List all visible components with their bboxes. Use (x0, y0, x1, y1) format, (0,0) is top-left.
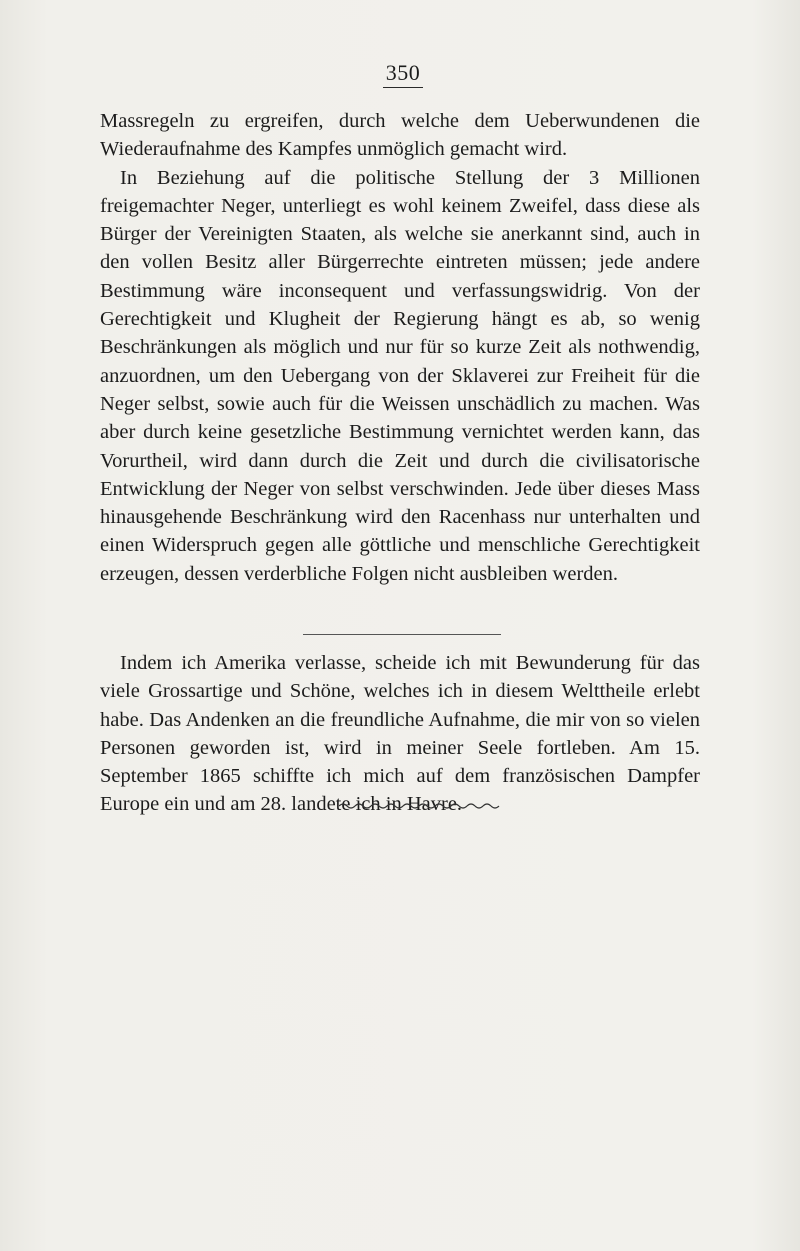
paragraph-continuation: Massregeln zu ergreifen, durch welche dem Ueberwundenen die Wiederaufnahme des Kampfes unmöglich gemacht wird. (100, 110, 700, 161)
paragraph-farewell: Indem ich Amerika verlasse, scheide ich mit Bewunderung für das viele Grossartige und Schöne, welches ich in diesem Welttheile erlebt habe. Das Andenken an die freundliche Aufnahme, die mir von so vielen Personen geworden ist, wird in meiner Seele fortleben. Am 15. September 1865 schiffte ich mich auf dem französischen Dampfer Europe ein und am 28. landete ich in Havre. (100, 652, 700, 816)
page-number: 350 (0, 60, 800, 88)
section-divider (303, 634, 501, 635)
text-block-lower (100, 649, 700, 819)
wavy-ornament-rule (339, 801, 500, 811)
text-block-upper (100, 107, 700, 588)
paragraph-political-status: In Beziehung auf die politische Stellung der 3 Millionen freigemachter Neger, unterliegt es wohl keinem Zweifel, dass diese als Bürger der Vereinigten Staaten, als welche sie anerkannt sind, auch in den vollen Besitz aller Bürgerrechte eintreten müssen; jede andere Bestimmung wäre inconsequent und verfassungswidrig. Von der Gerechtigkeit und Klugheit der Regierung hängt es ab, so wenig Beschränkungen als möglich und nur für so kurze Zeit als nothwendig, anzuordnen, um den Uebergang von der Sklaverei zur Freiheit für die Neger selbst, sowie auch für die Weissen unschädlich zu machen. Was aber durch keine gesetzliche Bestimmung vernichtet werden kann, das Vorurtheil, wird dann durch die Zeit und durch die civilisatorische Entwicklung der Neger von selbst verschwinden. Jede über dieses Mass hinausgehende Beschränkung wird den Racenhass nur unterhalten und einen Widerspruch gegen alle göttliche und menschliche Gerechtigkeit erzeugen, dessen verderbliche Folgen nicht ausbleiben werden. (100, 166, 700, 585)
